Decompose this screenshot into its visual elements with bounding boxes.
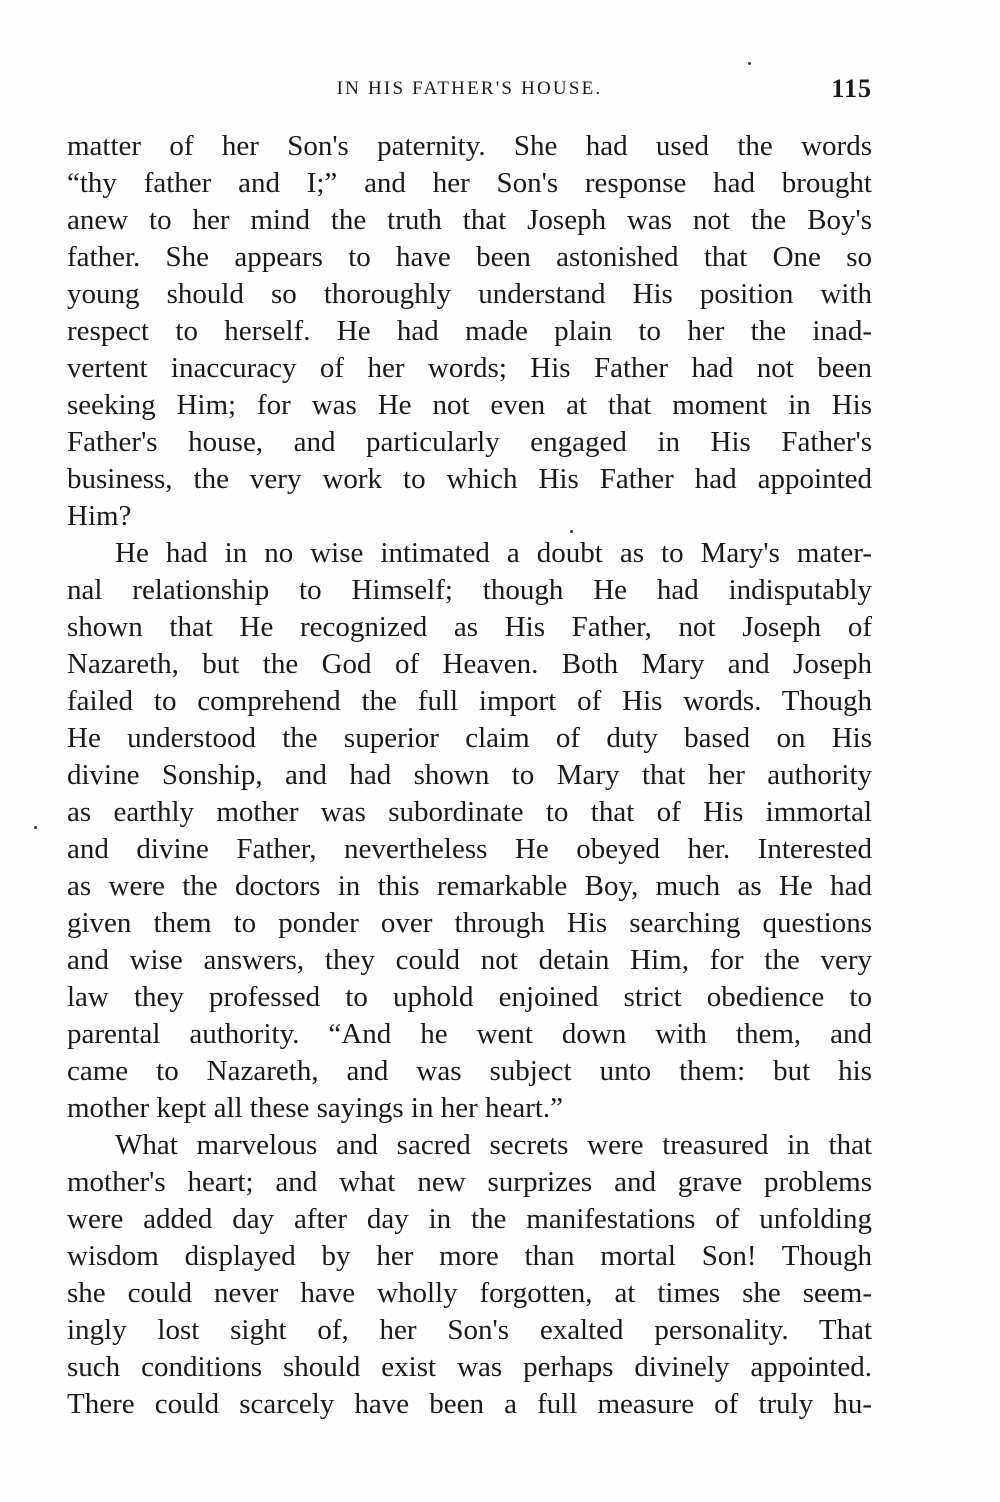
text-line: “thy father and I;” and her Son's response had brought — [67, 167, 872, 199]
text-line: respect to herself. He had made plain to her the inad- — [67, 315, 872, 347]
text-line: matter of her Son's paternity. She had used the words — [67, 130, 872, 162]
text-line: shown that He recognized as His Father, not Joseph of — [67, 611, 872, 643]
text-line: as earthly mother was subordinate to that of His immortal — [67, 796, 872, 828]
text-line: anew to her mind the truth that Joseph was not the Boy's — [67, 204, 872, 236]
text-line: such conditions should exist was perhaps divinely appointed. — [67, 1351, 872, 1383]
text-line: young should so thoroughly understand His position with — [67, 278, 872, 310]
text-line: There could scarcely have been a full measure of truly hu- — [67, 1388, 872, 1420]
paragraph — [67, 535, 872, 1127]
text-line: Him? — [67, 500, 132, 532]
print-speck — [570, 530, 573, 533]
body-text — [67, 128, 872, 1423]
page-number: 115 — [831, 74, 872, 103]
text-line: law they professed to uphold enjoined strict obedience to — [67, 981, 872, 1013]
text-line: and wise answers, they could not detain Him, for the very — [67, 944, 872, 976]
running-title: IN HIS FATHER'S HOUSE. — [336, 78, 603, 99]
text-line: failed to comprehend the full import of His words. Though — [67, 685, 872, 717]
text-line: nal relationship to Himself; though He had indisputably — [67, 574, 872, 606]
text-line: Father's house, and particularly engaged in His Father's — [67, 426, 872, 458]
text-line: ingly lost sight of, her Son's exalted personality. That — [67, 1314, 872, 1346]
text-line: she could never have wholly forgotten, at times she seem- — [67, 1277, 872, 1309]
text-line: mother kept all these sayings in her heart.” — [67, 1092, 564, 1124]
text-line: divine Sonship, and had shown to Mary that her authority — [67, 759, 872, 791]
paragraph — [67, 1127, 872, 1423]
text-line: mother's heart; and what new surprizes and grave problems — [67, 1166, 872, 1198]
text-line: seeking Him; for was He not even at that moment in His — [67, 389, 872, 421]
text-line: wisdom displayed by her more than mortal Son! Though — [67, 1240, 872, 1272]
text-line: What marvelous and sacred secrets were treasured in that — [115, 1129, 872, 1161]
print-speck — [34, 826, 37, 829]
text-line: vertent inaccuracy of her words; His Father had not been — [67, 352, 872, 384]
text-line: were added day after day in the manifestations of unfolding — [67, 1203, 872, 1235]
text-line: as were the doctors in this remarkable Boy, much as He had — [67, 870, 872, 902]
text-line: He understood the superior claim of duty based on His — [67, 722, 872, 754]
text-line: father. She appears to have been astonished that One so — [67, 241, 872, 273]
text-line: Nazareth, but the God of Heaven. Both Mary and Joseph — [67, 648, 872, 680]
print-speck — [748, 62, 751, 65]
running-head — [67, 74, 872, 108]
text-line: and divine Father, nevertheless He obeyed her. Interested — [67, 833, 872, 865]
text-line: business, the very work to which His Father had appointed — [67, 463, 872, 495]
text-line: given them to ponder over through His searching questions — [67, 907, 872, 939]
text-line: He had in no wise intimated a doubt as to Mary's mater- — [115, 537, 872, 569]
text-line: came to Nazareth, and was subject unto them: but his — [67, 1055, 872, 1087]
text-line: parental authority. “And he went down with them, and — [67, 1018, 872, 1050]
paragraph — [67, 128, 872, 535]
